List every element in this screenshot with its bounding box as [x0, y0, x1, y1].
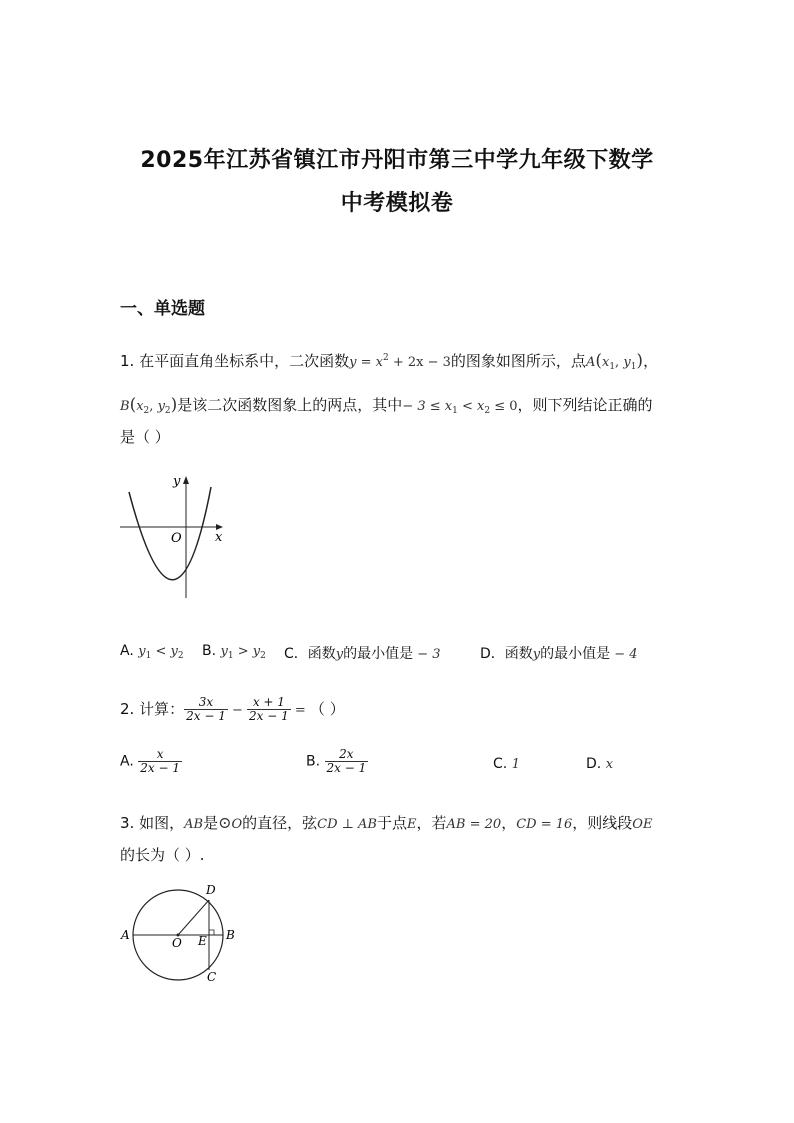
right-angle-mark [209, 930, 214, 935]
q3-circle-diagram [118, 880, 243, 988]
q1-parabola-graph [116, 470, 231, 602]
y-axis-label: y [173, 474, 181, 489]
q1-option-d[interactable]: D．函数y的最小值是 − 4 [480, 646, 638, 662]
q2-option-d[interactable]: D. x [586, 756, 614, 772]
q2-answer-paren: （ ） [309, 700, 345, 718]
q1-line2 [120, 394, 653, 416]
label-a: A [121, 928, 130, 942]
q1-point-a: $A(x_1$, $y_1$) [585, 351, 644, 372]
q1-option-b[interactable]: B. $y_1 > y_2$ [202, 643, 266, 661]
y-axis-arrow [183, 476, 189, 484]
parabola-curve [129, 487, 211, 580]
label-d: D [206, 883, 216, 897]
segment-od [178, 900, 209, 935]
q1-text-1: 在平面直角坐标系中，二次函数 [139, 352, 350, 370]
label-o: O [172, 936, 182, 950]
q1-function: $y = x^2 + 2x - 3$ [349, 353, 451, 370]
section-heading: 一、单选题 [120, 299, 205, 319]
q3-line2: 的长为（ ）. [120, 846, 205, 864]
q1-line1: 1. 在平面直角坐标系中，二次函数$y = x^2 + 2x - 3$的图象如图所示，点$A(x_1$, $y_1$)， [120, 351, 659, 372]
q2-option-c[interactable]: C. 1 [493, 756, 520, 772]
label-e: E [198, 934, 207, 948]
page-title: 2025年江苏省镇江市丹阳市第三中学九年级下数学 [140, 148, 654, 173]
q2-option-b[interactable]: B. $\frac{2x}{2x - 1}$ [306, 747, 367, 775]
q2-option-a[interactable]: A. $\frac{x}{2x - 1}$ [120, 747, 180, 775]
origin-label: O [171, 531, 182, 546]
q1-text-2: 的图象如图所示，点 [450, 352, 586, 370]
q3-number: 3. [120, 814, 135, 832]
q1-point-b: $B(x_2$, $y_2$) [120, 395, 178, 416]
q2-line1: 2. 计算： $\frac{3x}{2x - 1}$ − $\frac{x + 1}{2x - 1}$ = （ ） [120, 695, 345, 723]
q3-line1: 3. 如图，AB是⊙O的直径，弦CD ⊥ AB于点E，若AB = 20，CD = 16，则线段OE [120, 813, 653, 832]
page-subtitle: 中考模拟卷 [340, 191, 454, 216]
q1-option-a[interactable]: A. $y_1 < y_2$ [120, 643, 184, 661]
q1-condition: − $3 \le x_1 < x_2 \le 0$ [402, 399, 518, 416]
q2-number: 2. [120, 700, 135, 718]
q1-text-3: 是该二次函数图象上的两点，其中 [177, 396, 403, 414]
label-b: B [226, 928, 235, 942]
q1-number: 1. [120, 352, 135, 370]
q2-text: 计算： [139, 700, 185, 718]
q1-line3: 是（ ） [120, 428, 170, 446]
q2-fraction-1: $\frac{3x}{2x - 1}$ [186, 695, 226, 723]
q1-option-c[interactable]: C．函数y的最小值是 − 3 [284, 646, 441, 662]
circle-symbol: ⊙ [218, 813, 232, 832]
q2-fraction-2: $\frac{x + 1}{2x - 1}$ [249, 695, 289, 723]
q1-text-4: ，则下列结论正确的 [517, 396, 653, 414]
label-c: C [207, 970, 217, 984]
x-axis-label: x [215, 530, 223, 545]
